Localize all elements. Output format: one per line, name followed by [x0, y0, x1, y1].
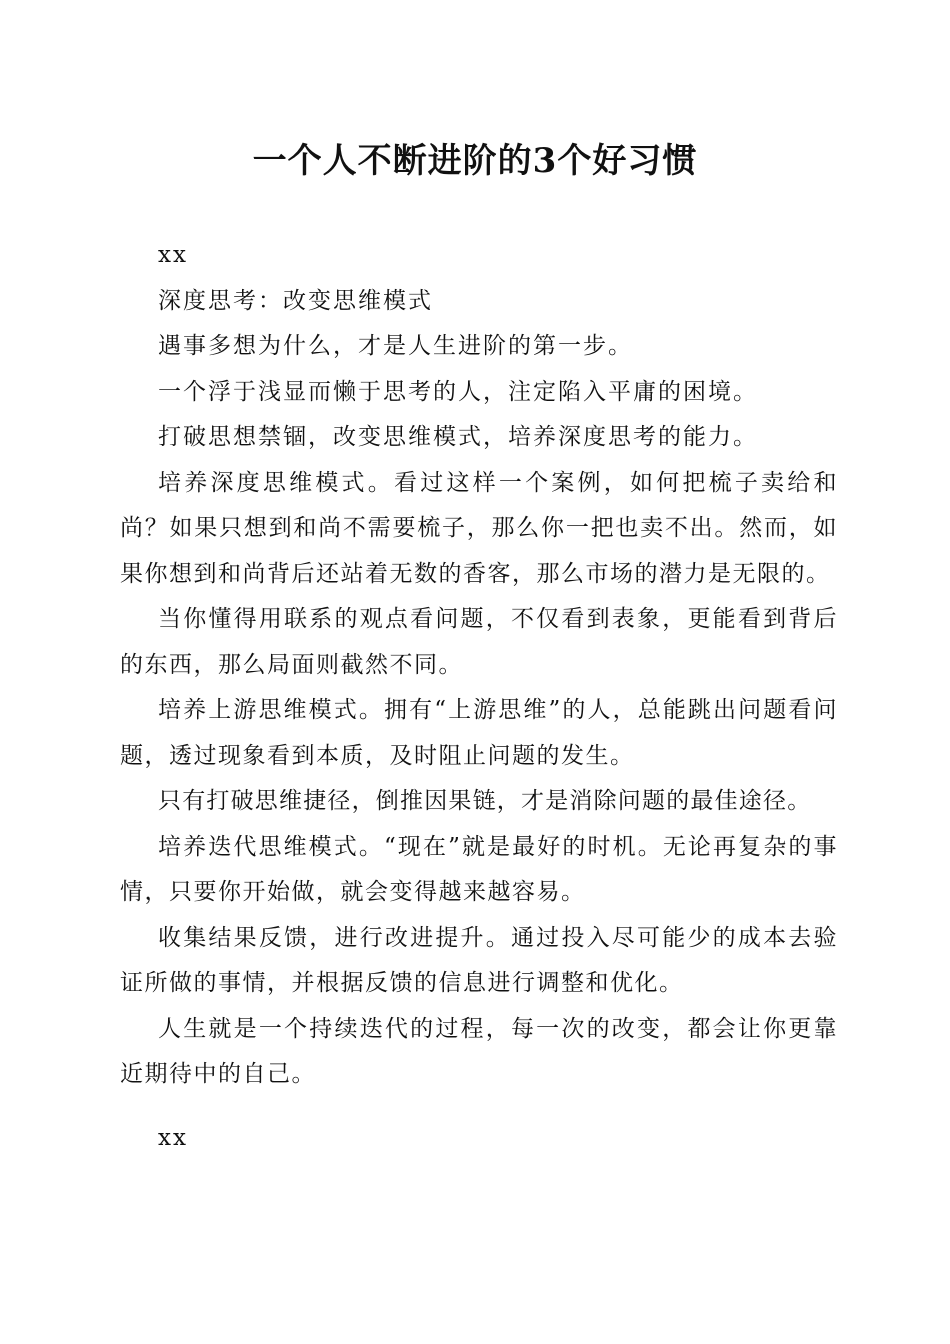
paragraph: 培养上游思维模式。拥有“上游思维”的人，总能跳出问题看问题，透过现象看到本质，及时阻止问题的发生。 — [120, 697, 838, 769]
paragraph: 培养迭代思维模式。“现在”就是最好的时机。无论再复杂的事情，只要你开始做，就会变得越来越容易。 — [120, 833, 838, 905]
paragraph: 只有打破思维捷径，倒推因果链，才是消除问题的最佳途径。 — [158, 788, 812, 814]
document-body — [120, 233, 838, 1161]
paragraph: 一个浮于浅显而懒于思考的人，注定陷入平庸的困境。 — [158, 378, 758, 405]
paragraph: 遇事多想为什么，才是人生进阶的第一步。 — [158, 333, 633, 359]
paragraph: 当你懂得用联系的观点看问题，不仅看到表象，更能看到背后的东西，那么局面则截然不同。 — [120, 606, 838, 678]
paragraph: 人生就是一个持续迭代的过程，每一次的改变，都会让你更靠近期待中的自己。 — [120, 1015, 838, 1087]
paragraph: 打破思想禁锢，改变思维模式，培养深度思考的能力。 — [158, 424, 758, 450]
author-placeholder-top: xx — [158, 242, 188, 268]
paragraph: 收集结果反馈，进行改进提升。通过投入尽可能少的成本去验证所做的事情，并根据反馈的信息进行调整和优化。 — [120, 924, 838, 996]
section-heading: 深度思考：改变思维模式 — [158, 287, 433, 314]
author-placeholder-bottom: xx — [158, 1124, 188, 1151]
paragraph: 培养深度思维模式。看过这样一个案例，如何把梳子卖给和尚？如果只想到和尚不需要梳子，那么你一把也卖不出。然而，如果你想到和尚背后还站着无数的香客，那么市场的潜力是无限的。 — [120, 469, 838, 587]
document-title: 一个人不断进阶的3个好习惯 — [252, 141, 698, 181]
